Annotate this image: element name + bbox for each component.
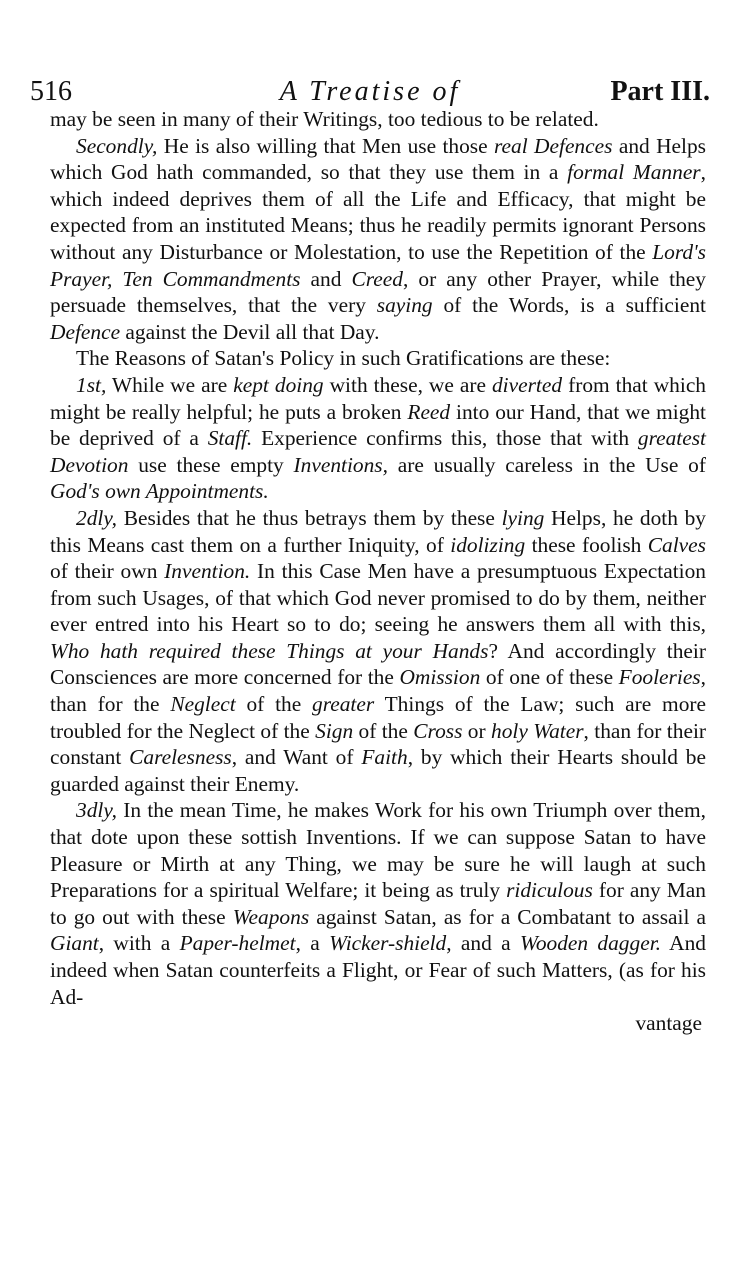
text-run: The Reasons of Satan's Policy in such Gratifications are these: [76, 346, 611, 371]
italic-text: Staff. [207, 426, 253, 451]
italic-text: Wicker-shield [329, 931, 447, 956]
italic-text: Reed [407, 399, 451, 424]
italic-text: diverted [491, 372, 563, 397]
italic-text: Wooden dagger. [519, 931, 661, 956]
italic-text: Giant [50, 931, 99, 956]
text-run: are usually careless in the Use of [387, 452, 706, 477]
text-run: of their own [50, 559, 165, 584]
italic-text: real Defences [494, 133, 613, 158]
text-run: , or any other Prayer, while they persuade themselves, that the very [50, 266, 706, 318]
text-run: , with a [98, 931, 180, 956]
italic-text: kept doing [233, 372, 324, 397]
italic-text: Who hath required these Things at your Hands [50, 638, 489, 663]
text-run: from that which might be really helpful; he puts a broken [50, 372, 707, 424]
text-run: ? And accordingly their Consciences are more concerned for the [50, 638, 706, 690]
paragraph [50, 133, 706, 346]
italic-text: Calves [647, 532, 706, 557]
text-run: or [462, 718, 492, 743]
text-run: While we are [106, 372, 234, 397]
italic-text: greatest Devotion [50, 426, 706, 477]
text-run: Helps, he doth by this Means cast them on a further Iniquity, of [50, 505, 706, 557]
paragraph [50, 345, 706, 372]
text-run: of the Words, is a sufficient [432, 293, 706, 318]
page-number: 516 [30, 76, 72, 107]
italic-text: greater [312, 692, 375, 717]
text-run: for any Man to go out with these [50, 878, 706, 929]
italic-text: Faith [361, 745, 408, 770]
text-run: Besides that he thus betrays them by these [117, 505, 502, 530]
text-run: use these empty [128, 452, 294, 477]
text-run: , than for the [50, 665, 706, 717]
text-run: , which indeed deprives them of all the Life and Efficacy, that might be expected from an instituted Means; thus he readily permits ignorant Persons without any Disturbance or Molestation, to use the Repetition of the [50, 160, 706, 264]
italic-text: idolizing [450, 532, 526, 557]
running-title: A Treatise of [279, 76, 461, 107]
italic-text: Sign [315, 718, 354, 743]
paragraph [50, 372, 706, 505]
italic-text: ridiculous [506, 878, 593, 903]
text-run: And indeed when Satan counterfeits a Flight, or Fear of such Matters, (as for his Ad- [50, 931, 706, 1009]
text-run: of one of these [480, 665, 619, 690]
text-run: may be seen in many of their Writings, too tedious to be related. [50, 107, 599, 131]
text-run: , and Want of [231, 745, 362, 770]
italic-text: Creed [351, 266, 403, 291]
text-run: , by which their Hearts should be guarded against their Enemy. [50, 745, 706, 796]
italic-text: Fooleries [618, 665, 701, 690]
italic-text: Neglect [170, 692, 236, 717]
italic-text: 3dly, [76, 798, 117, 823]
italic-text: Defence [50, 319, 121, 344]
paragraph [50, 797, 706, 1010]
italic-text: 2dly, [76, 505, 117, 530]
italic-text: lying [501, 505, 545, 530]
catchword-line [50, 1010, 706, 1037]
text-run: He is also willing that Men use those [157, 133, 495, 158]
italic-text: Omission [399, 665, 481, 690]
text-run: In the mean Time, he makes Work for his own Triumph over them, that dote upon these sottish Inventions. If we can suppose Satan to have Pleasure or Mirth at any Thing, we may be sure he will laugh at such Preparations for a spiritual Welfare; it being as truly [50, 798, 706, 903]
catchword: vantage [635, 1011, 702, 1035]
italic-text: Lord's Prayer, Ten Commandments [50, 239, 706, 291]
text-run: and Helps which God hath commanded, so that they use them in a [50, 133, 706, 185]
italic-text: God's own Appointments. [50, 479, 269, 504]
part-label: Part III. [610, 76, 710, 107]
text-run: with these, we are [323, 372, 492, 397]
text-run: against the Devil all that Day. [120, 319, 380, 344]
italic-text: Inventions, [293, 452, 388, 477]
text-run: of the [353, 718, 414, 743]
italic-text: saying [376, 293, 433, 318]
text-run: Things of the Law; such are more troubled for the Neglect of the [50, 692, 707, 743]
italic-text: holy Water [491, 718, 584, 743]
italic-text: Cross [413, 718, 463, 743]
text-run: and [300, 266, 352, 291]
body-text [50, 106, 706, 1010]
text-run: Experience confirms this, those that with [252, 426, 638, 451]
italic-text: Secondly, [76, 133, 158, 158]
text-run: In this Case Men have a presumptuous Expectation from such Usages, of that which God never promised to do by them, neither ever entred into his Heart so to do; seeing he answers them all with this, [50, 559, 706, 637]
italic-text: Carelesness [129, 745, 232, 770]
italic-text: formal Manner [567, 160, 701, 185]
text-run: these foolish [525, 532, 648, 557]
text-run: , a [295, 931, 330, 956]
paragraph [50, 106, 706, 133]
text-run: , and a [446, 931, 520, 956]
italic-text: Weapons [232, 904, 310, 929]
text-run: of the [235, 692, 313, 717]
italic-text: 1st, [76, 372, 107, 397]
text-run: , than for their constant [50, 718, 707, 770]
text-run: against Satan, as for a Combatant to assail a [309, 904, 706, 929]
text-run: into our Hand, that we might be deprived of a [50, 399, 706, 451]
paragraph [50, 505, 706, 798]
italic-text: Invention. [164, 559, 251, 584]
italic-text: Paper-helmet [179, 931, 296, 956]
